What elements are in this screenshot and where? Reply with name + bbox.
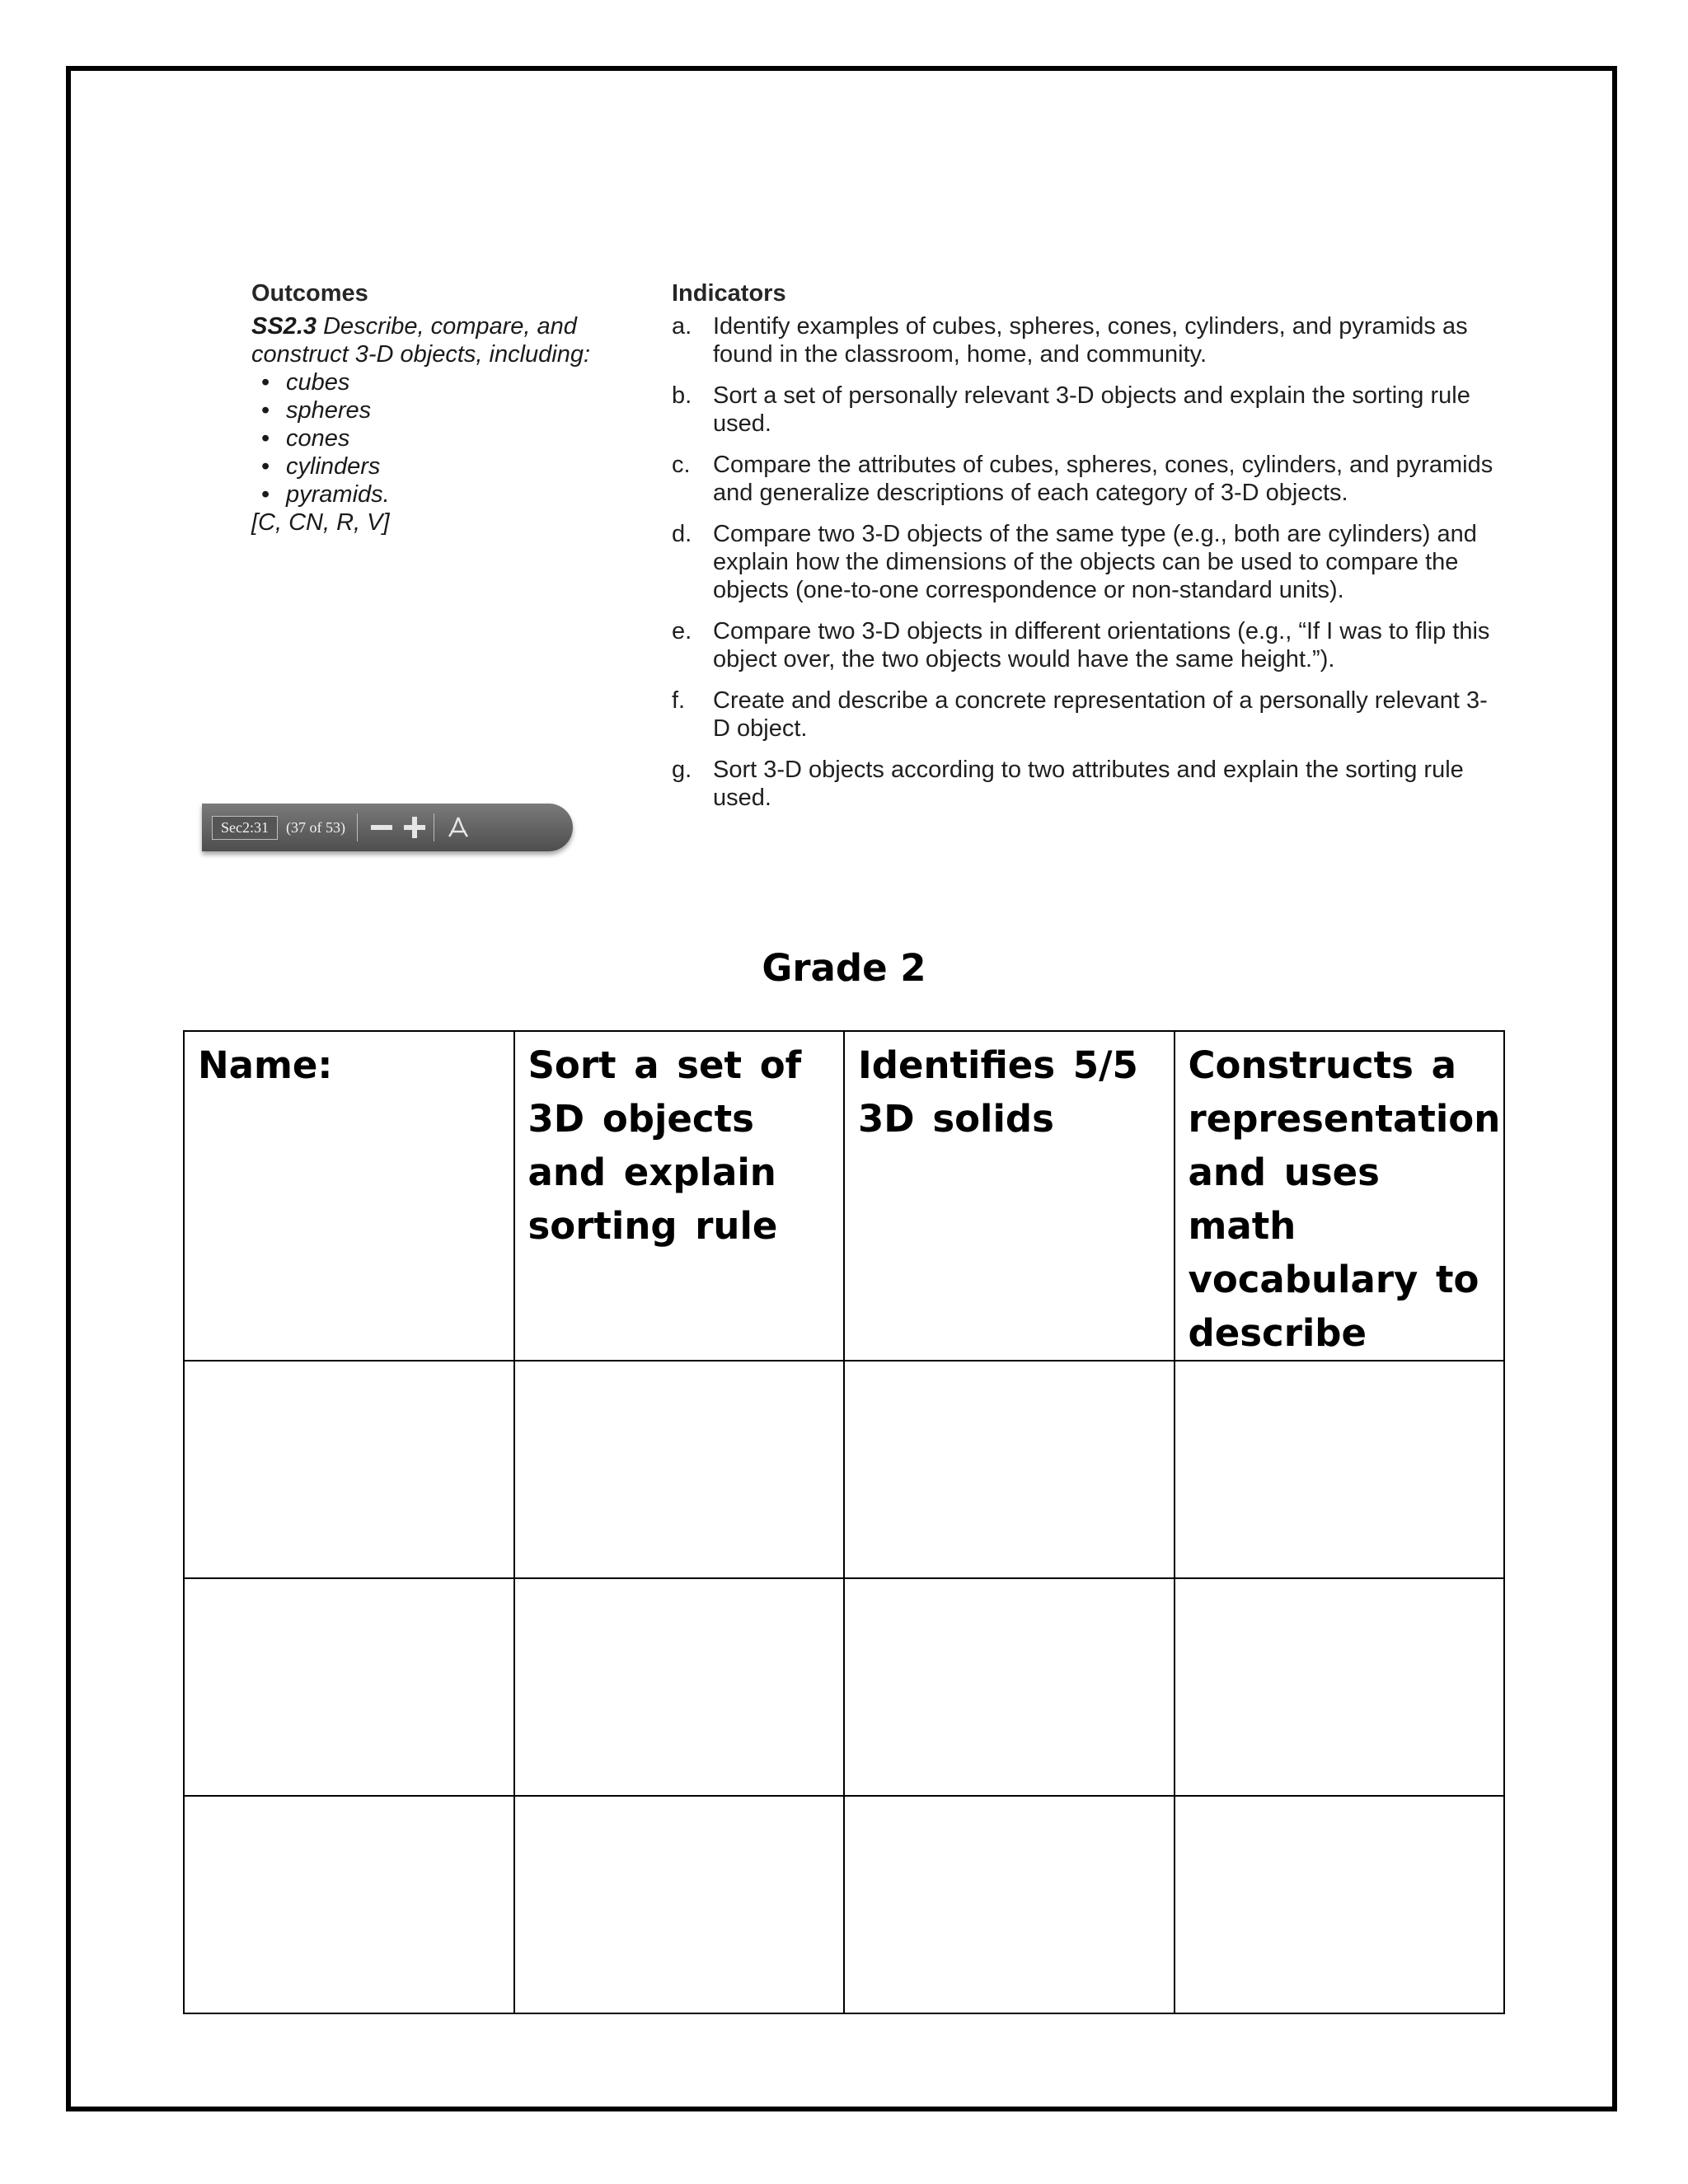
outcomes-heading: Outcomes <box>251 280 368 307</box>
table-cell[interactable] <box>514 1578 845 1796</box>
indicator-letter: a. <box>672 313 692 340</box>
outcomes-section <box>251 280 614 537</box>
indicators-section <box>672 280 1496 825</box>
indicator-letter: d. <box>672 521 692 547</box>
indicator-text: Identify examples of cubes, spheres, cones, cylinders, and pyramids as found in the classroom, home, and community. <box>713 313 1468 368</box>
curriculum-codes: [C, CN, R, V] <box>251 509 390 536</box>
table-cell[interactable] <box>184 1361 514 1578</box>
list-item <box>672 520 1496 604</box>
list-item <box>672 617 1496 673</box>
indicators-heading: Indicators <box>672 280 786 307</box>
indicator-text: Sort 3-D objects according to two attributes and explain the sorting rule used. <box>713 757 1464 811</box>
list-item: • cubes <box>261 369 350 396</box>
table-header-row <box>184 1031 1504 1361</box>
page-count: (37 of 53) <box>286 818 345 836</box>
list-item <box>672 756 1496 812</box>
outcome-statement <box>251 312 614 368</box>
indicator-letter: e. <box>672 618 692 644</box>
table-cell[interactable] <box>1175 1578 1505 1796</box>
acrobat-icon[interactable] <box>444 813 472 841</box>
table-row <box>184 1361 1504 1578</box>
assessment-table <box>183 1030 1505 2014</box>
list-item <box>672 382 1496 438</box>
indicator-text: Create and describe a concrete representation of a personally relevant 3-D object. <box>713 687 1488 742</box>
indicator-letter: b. <box>672 382 692 409</box>
table-cell[interactable] <box>844 1796 1175 2013</box>
list-item <box>672 312 1496 368</box>
bullet-icon: • <box>261 397 270 424</box>
indicator-letter: g. <box>672 757 692 783</box>
indicator-text: Compare the attributes of cubes, spheres, cones, cylinders, and pyramids and generalize descriptions of each category of 3-D objects. <box>713 452 1493 506</box>
bullet-icon: • <box>261 369 270 396</box>
zoom-in-icon[interactable] <box>401 813 429 841</box>
section-page-field[interactable]: Sec2:31 <box>212 816 278 840</box>
indicator-text: Compare two 3-D objects of the same type (e.g., both are cylinders) and explain how the dimensions of the objects can be used to compare the objects (one-to-one correspondence or non-standard units). <box>713 521 1477 603</box>
table-cell[interactable] <box>184 1796 514 2013</box>
list-item: • cylinders <box>261 453 381 480</box>
outcome-shape-list <box>251 368 614 509</box>
table-cell[interactable] <box>844 1361 1175 1578</box>
header-constructs-representation: Constructs a representation and uses math vocabulary to describe <box>1175 1031 1505 1361</box>
list-item: • cones <box>261 425 350 452</box>
header-name: Name: <box>184 1031 514 1361</box>
bullet-icon: • <box>261 453 270 480</box>
header-identifies-solids: Identifies 5/5 3D solids <box>844 1031 1175 1361</box>
table-cell[interactable] <box>514 1796 845 2013</box>
table-cell[interactable] <box>514 1361 845 1578</box>
list-item: • spheres <box>261 397 372 424</box>
table-cell[interactable] <box>184 1578 514 1796</box>
table-row <box>184 1578 1504 1796</box>
indicator-text: Compare two 3-D objects in different orientations (e.g., “If I was to flip this object over, the two objects would have the same height.”). <box>713 618 1490 673</box>
zoom-out-icon[interactable] <box>368 813 396 841</box>
table-cell[interactable] <box>844 1578 1175 1796</box>
pdf-viewer-toolbar <box>202 804 573 851</box>
indicator-letter: c. <box>672 452 691 478</box>
list-item <box>672 451 1496 507</box>
bullet-icon: • <box>261 481 270 508</box>
page-title: Grade 2 <box>762 946 926 990</box>
table-cell[interactable] <box>1175 1361 1505 1578</box>
toolbar-divider <box>357 813 358 841</box>
table-cell[interactable] <box>1175 1796 1505 2013</box>
indicator-letter: f. <box>672 687 686 714</box>
outcome-code: SS2.3 <box>251 313 316 340</box>
header-sort-objects: Sort a set of 3D objects and explain sorting rule <box>514 1031 845 1361</box>
outcome-description: Describe, compare, and construct 3-D objects, including: <box>251 313 591 368</box>
table-row <box>184 1796 1504 2013</box>
list-item: • pyramids. <box>261 481 390 508</box>
list-item <box>672 687 1496 743</box>
indicator-text: Sort a set of personally relevant 3-D objects and explain the sorting rule used. <box>713 382 1470 437</box>
bullet-icon: • <box>261 425 270 452</box>
indicator-list <box>672 312 1496 812</box>
